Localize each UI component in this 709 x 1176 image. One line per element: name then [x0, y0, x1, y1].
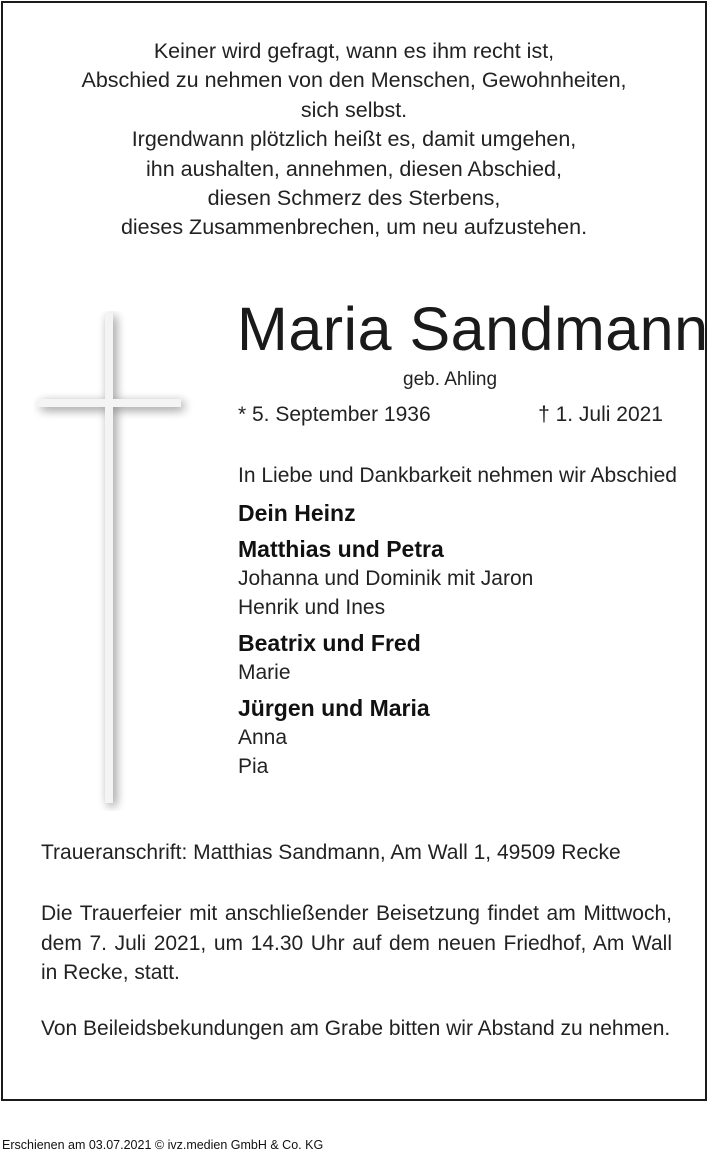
deceased-name: Maria Sandmann	[237, 295, 709, 363]
ceremony-notice: Die Trauerfeier mit anschließender Beisetzung findet am Mittwoch, dem 7. Juli 2021, um 14.30 Uhr auf dem neuen Friedhof, Am Wall in Recke, statt.	[41, 902, 672, 984]
cross-icon	[33, 311, 193, 811]
poem-line: ihn aushalten, annehmen, diesen Abschied,	[146, 156, 562, 181]
birth-date: * 5. September 1936	[238, 403, 431, 426]
poem-line: diesen Schmerz des Sterbens,	[207, 186, 501, 211]
obituary-frame	[1, 1, 707, 1101]
family-list	[238, 461, 678, 781]
family-group-head: Matthias und Petra	[238, 536, 444, 562]
poem-line: dieses Zusammenbrechen, um neu aufzustehen.	[120, 215, 588, 240]
poem-line: Keiner wird gefragt, wann es ihm recht ist,	[153, 39, 555, 63]
family-member: Johanna und Dominik mit Jaron	[238, 567, 534, 590]
family-member: Pia	[238, 755, 269, 778]
poem-line: Irgendwann plötzlich heißt es, damit umgehen,	[131, 127, 577, 152]
poem-line: sich selbst.	[300, 97, 408, 122]
family-member: Anna	[238, 726, 288, 749]
condolence-notice: Von Beileidsbekundungen am Grabe bitten wir Abstand zu nehmen.	[41, 1017, 671, 1040]
family-member: Marie	[238, 661, 291, 684]
family-member: Henrik und Ines	[238, 596, 386, 619]
family-group-head: Dein Heinz	[238, 500, 356, 526]
death-date: † 1. Juli 2021	[538, 403, 663, 426]
family-group-head: Jürgen und Maria	[238, 695, 430, 721]
family-intro: In Liebe und Dankbarkeit nehmen wir Abschied	[238, 464, 677, 487]
mourning-address: Traueranschrift: Matthias Sandmann, Am Wall 1, 49509 Recke	[41, 841, 621, 864]
maiden-name: geb. Ahling	[403, 369, 498, 390]
publication-footer: Erschienen am 03.07.2021 © ivz.medien GmbH & Co. KG	[2, 1138, 324, 1152]
family-group-head: Beatrix und Fred	[238, 630, 421, 656]
poem-line: Abschied zu nehmen von den Menschen, Gewohnheiten,	[81, 68, 627, 93]
poem	[3, 37, 705, 243]
